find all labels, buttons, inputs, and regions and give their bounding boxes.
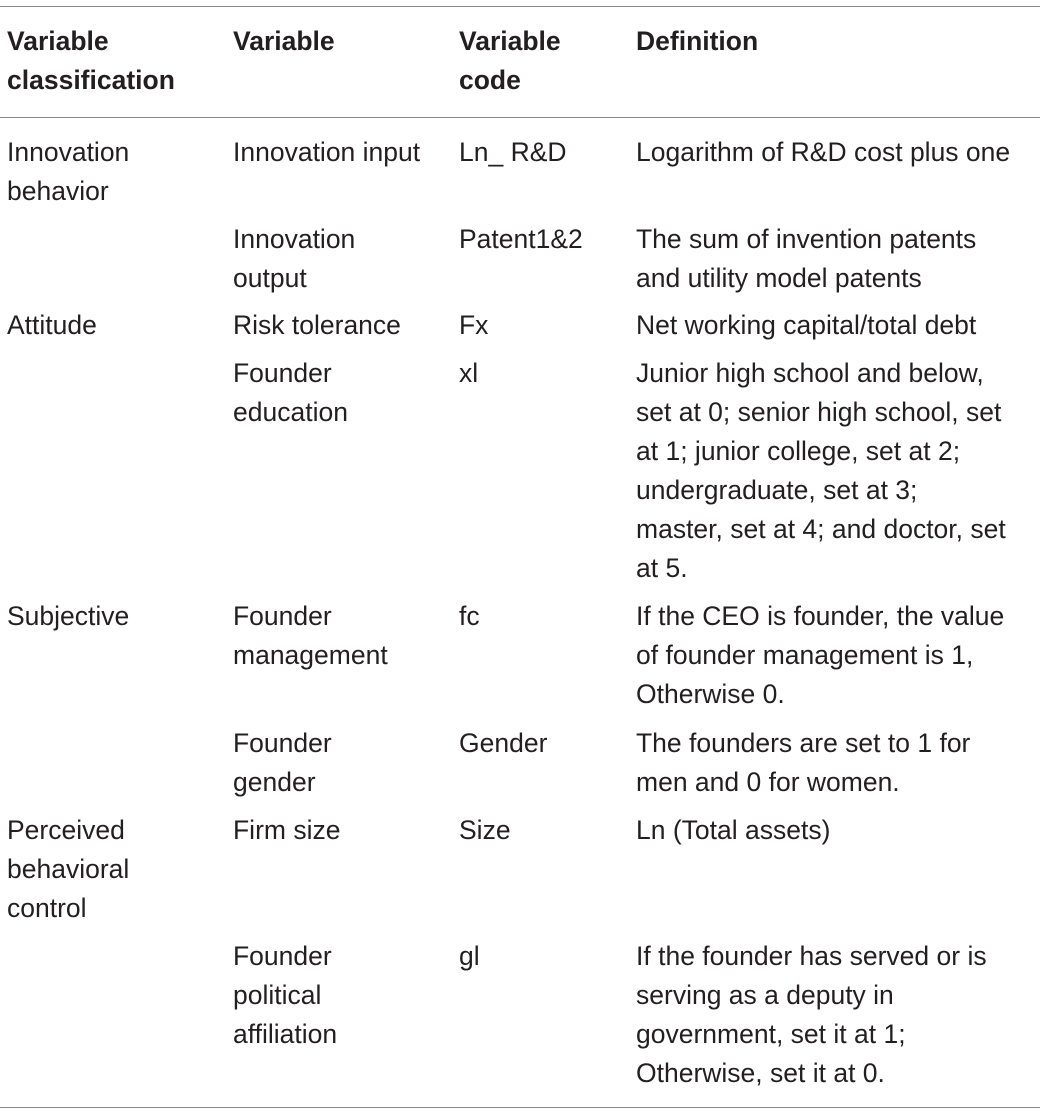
- header-classification: Variable classification: [7, 26, 175, 95]
- row-definition: Junior high school and below, set at 0; senior high school, set at 1; junior college, set at 2; undergraduate, set at 3; master, set at 4; and doctor, set at 5.: [636, 358, 1006, 583]
- row-code: Fx: [459, 310, 489, 340]
- row-variable: Innovation output: [233, 224, 356, 293]
- table-bottom-rule: [0, 1107, 1040, 1108]
- header-definition: Definition: [636, 26, 759, 56]
- row-code: gl: [459, 941, 480, 971]
- row-variable: Founder political affiliation: [233, 941, 338, 1049]
- row-classification: Innovation behavior: [7, 137, 130, 206]
- row-classification: Subjective: [7, 601, 130, 631]
- row-variable: Founder education: [233, 358, 348, 427]
- row-code: xl: [459, 358, 479, 388]
- row-variable: Founder gender: [233, 728, 332, 797]
- row-definition: If the founder has served or is serving as a deputy in government, set it at 1; Otherwise, set it at 0.: [636, 941, 987, 1088]
- row-code: Gender: [459, 728, 548, 758]
- row-code: fc: [459, 601, 480, 631]
- row-definition: Logarithm of R&D cost plus one: [636, 137, 1011, 167]
- row-code: Patent1&2: [459, 224, 583, 254]
- header-variable: Variable: [233, 26, 335, 56]
- row-classification: Attitude: [7, 310, 97, 340]
- row-code: Ln_ R&D: [459, 137, 567, 167]
- row-variable: Firm size: [233, 815, 341, 845]
- row-code: Size: [459, 815, 511, 845]
- header-code: Variable code: [459, 26, 561, 95]
- row-classification: Perceived behavioral control: [7, 815, 130, 923]
- row-variable: Risk tolerance: [233, 310, 401, 340]
- row-definition: Ln (Total assets): [636, 815, 831, 845]
- row-definition: The sum of invention patents and utility model patents: [636, 224, 977, 293]
- row-variable: Innovation input: [233, 137, 421, 167]
- row-variable: Founder management: [233, 601, 388, 670]
- row-definition: Net working capital/total debt: [636, 310, 977, 340]
- header-rule: [0, 117, 1040, 118]
- row-definition: If the CEO is founder, the value of founder management is 1, Otherwise 0.: [636, 601, 1005, 709]
- table-top-rule: [0, 6, 1040, 7]
- row-definition: The founders are set to 1 for men and 0 for women.: [636, 728, 971, 797]
